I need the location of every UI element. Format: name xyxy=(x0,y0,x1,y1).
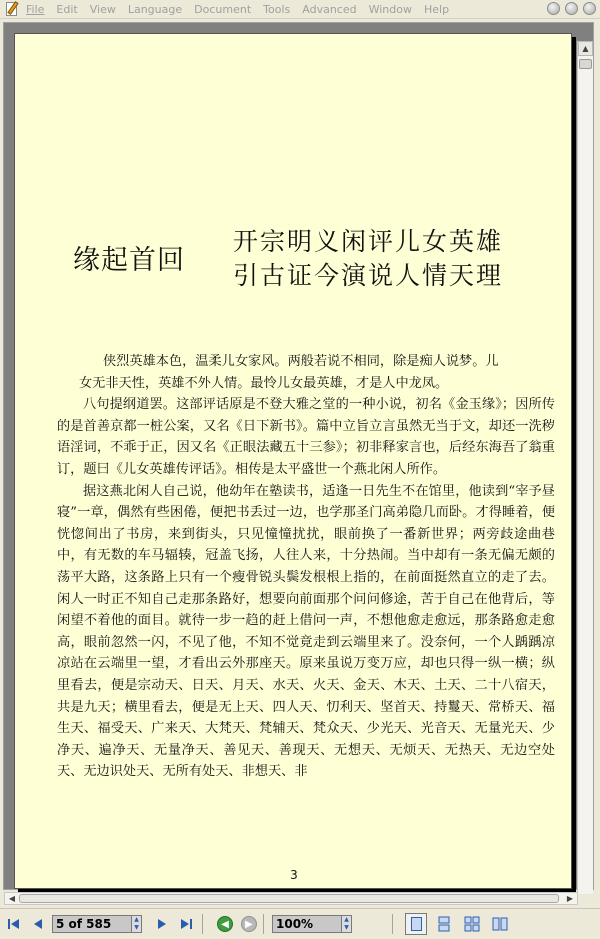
document-page xyxy=(14,33,572,889)
menu-window[interactable]: Window xyxy=(368,2,412,16)
poem-line-2: 女无非天性，英雄不外人情。最怜儿女最英雄，才是人中龙凤。 xyxy=(79,375,449,391)
toolbar-separator xyxy=(263,914,264,934)
menu-view[interactable]: View xyxy=(89,2,116,16)
scroll-right-button[interactable]: ▶ xyxy=(566,894,574,903)
go-forward-button[interactable] xyxy=(241,916,257,932)
previous-page-button[interactable] xyxy=(28,914,48,934)
horizontal-scroll-thumb[interactable] xyxy=(19,894,559,903)
maximize-button[interactable] xyxy=(565,2,578,15)
menu-bar xyxy=(0,0,600,19)
facing-continuous-icon xyxy=(464,916,480,932)
forward-arrow-icon: ▶ xyxy=(245,918,253,930)
poem-line-1: 侠烈英雄本色，温柔儿女家风。两般若说不相同，除是痴人说梦。儿 xyxy=(103,354,499,369)
single-page-icon xyxy=(411,917,422,931)
chapter-heading xyxy=(15,222,572,292)
navigation-toolbar xyxy=(0,908,600,939)
window-controls xyxy=(547,2,596,15)
menu-language[interactable]: Language xyxy=(127,2,183,16)
menu-file[interactable]: File xyxy=(26,2,45,16)
menu-edit[interactable]: Edit xyxy=(56,2,78,16)
paragraph: 八句提纲道罢。这部评话原是不登大雅之堂的一种小说，初名《金玉缘》；因所传的是首善京都一桩公案，又名《日下新书》。篇中立旨立言虽然无当于文，却还一洗秽语淫词，不乖于正，因又名《正眼法藏五十三参》；初非释家言也，后经东海吾了翁重订，题曰《儿女英雄传评话》。相传是太平盛世一个燕北闲人所作。 xyxy=(57,397,555,477)
facing-view-button[interactable] xyxy=(461,913,483,935)
body-text xyxy=(57,351,555,783)
chapter-title-line-2: 引古证今演说人情天理 xyxy=(233,261,504,290)
menu-document[interactable]: Document xyxy=(194,2,252,16)
next-page-button[interactable] xyxy=(152,914,172,934)
scroll-up-button[interactable]: ▲ xyxy=(578,41,593,56)
scroll-left-button[interactable]: ◀ xyxy=(8,894,16,903)
continuous-page-icon xyxy=(437,916,451,932)
continuous-view-button[interactable] xyxy=(433,913,455,935)
toolbar-separator xyxy=(392,914,393,934)
page-spinner[interactable] xyxy=(132,915,142,933)
minimize-button[interactable] xyxy=(547,2,560,15)
zoom-down-icon[interactable]: ▼ xyxy=(344,924,349,931)
previous-page-icon xyxy=(31,917,45,931)
chapter-number: 缘起首回 xyxy=(73,245,185,276)
spin-up-icon[interactable]: ▲ xyxy=(134,916,139,923)
vertical-scrollbar[interactable] xyxy=(577,41,593,894)
document-viewer xyxy=(0,19,600,889)
vertical-scroll-thumb[interactable] xyxy=(579,59,592,69)
back-arrow-icon: ◀ xyxy=(221,918,229,930)
first-page-icon xyxy=(7,917,21,931)
page-number-field[interactable]: 5 of 585 xyxy=(52,915,132,933)
menu-tools[interactable]: Tools xyxy=(263,2,291,16)
page-canvas[interactable] xyxy=(3,22,594,890)
zoom-field[interactable]: 100% xyxy=(272,915,342,933)
single-page-view-button[interactable] xyxy=(405,913,427,935)
next-page-icon xyxy=(155,917,169,931)
last-page-icon xyxy=(179,917,193,931)
menu-help[interactable]: Help xyxy=(423,2,450,16)
paragraph: 据这燕北闲人自己说，他幼年在塾读书，适逢一日先生不在馆里，他读到“宰予昼寝”一章，偶然有些困倦，便把书丢过一边，也学那圣门高弟隐几而卧。才得睡着，便恍惚间出了书房，来到街头，只见憧憧扰扰，眼前换了一番新世界；两旁歧途曲巷中，有无数的车马辐辏，冠盖飞扬，人往人来，十分热闹。当中却有一条无偏无颇的荡平大路，这条路上只有一个瘦骨锐头鬓发根根上指的，在前面挺然直立的走了去。闲人一时正不知自己走那条路好，想要向前面那个问问修途，苦于自己在他背后，等闲望不着他的面目。就待一步一趋的赶上借问一声，不想他愈走愈远，那条路愈走愈高，眼前忽然一闪，不见了他，不知不觉竟走到云端里来了。没奈何，一个人踽踽凉凉站在云端里一望，才看出云外那座天。原来虽说万变万应，却也只得一纵一横；纵里看去，便是宗动天、日天、月天、水天、火天、金天、木天、土天、二十八宿天，共是九天；横里看去，便是无上天、四人天、忉利天、坚首天、持鬘天、常桥天、福生天、福受天、广来天、大梵天、梵辅天、梵众天、少光天、光音天、无量光天、少净天、遍净天、无量净天、善见天、善现天、无想天、无烦天、无热天、无边空处天、无边识处天、无所有处天、非想天、非 xyxy=(57,483,555,780)
chapter-title-line-1: 开宗明义闲评儿女英雄 xyxy=(233,227,504,256)
two-page-view-button[interactable] xyxy=(489,913,511,935)
last-page-button[interactable] xyxy=(176,914,196,934)
toolbar-separator xyxy=(202,914,203,934)
close-button[interactable] xyxy=(583,2,596,15)
go-back-button[interactable] xyxy=(217,916,233,932)
zoom-spinner[interactable] xyxy=(342,915,352,933)
spin-down-icon[interactable]: ▼ xyxy=(134,924,139,931)
page-number: 3 xyxy=(290,868,298,882)
facing-pages-icon xyxy=(492,916,508,932)
zoom-up-icon[interactable]: ▲ xyxy=(344,916,349,923)
horizontal-scrollbar[interactable] xyxy=(4,892,578,905)
app-logo-icon xyxy=(4,0,22,18)
menu-advanced[interactable]: Advanced xyxy=(302,2,357,16)
first-page-button[interactable] xyxy=(4,914,24,934)
